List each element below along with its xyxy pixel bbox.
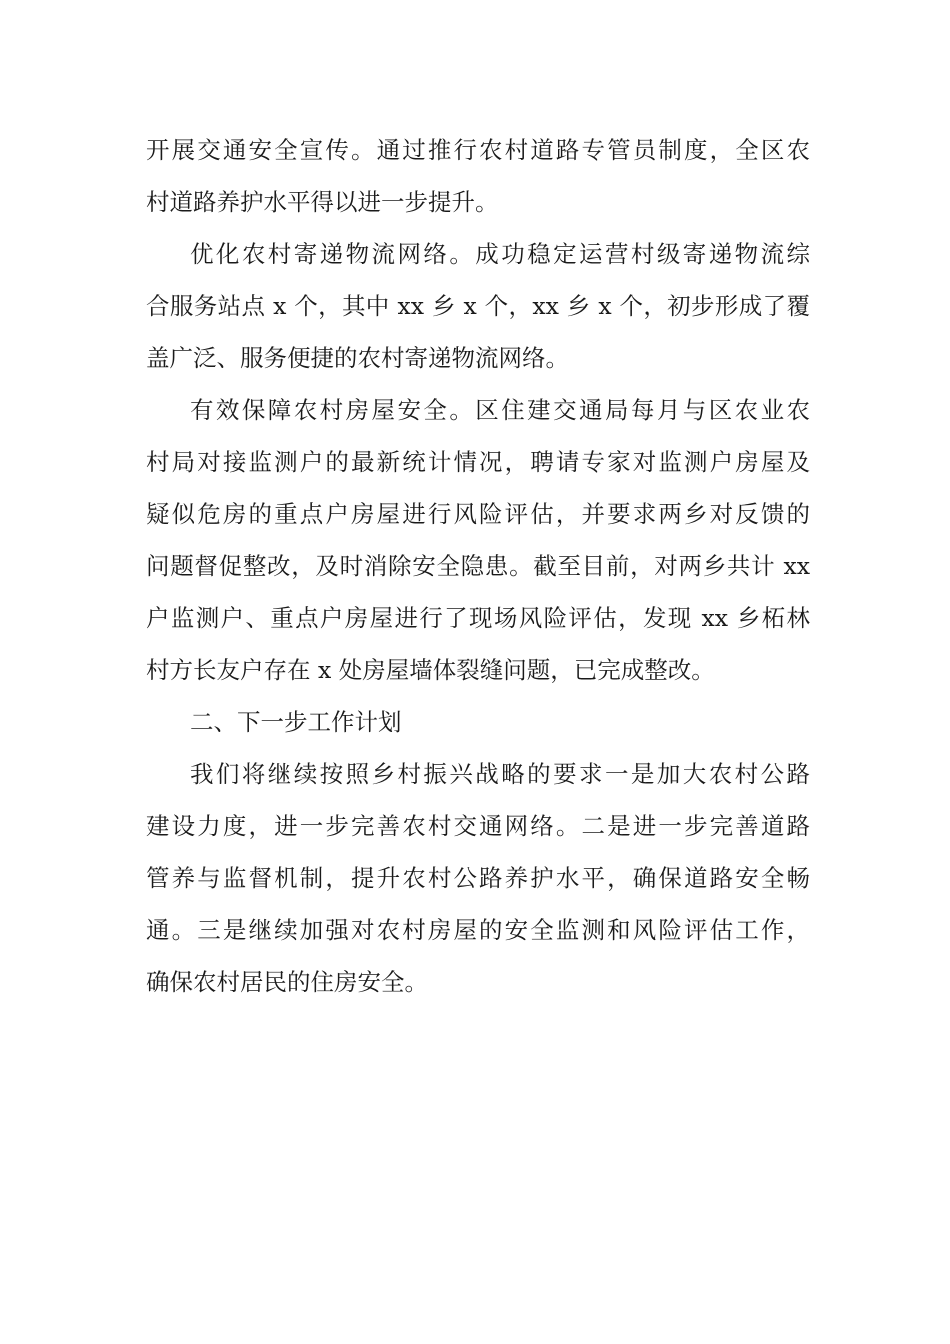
paragraph-road-safety-continuation: [146, 124, 810, 228]
text-line: 有效保障农村房屋安全。区住建交通局每月与区农业农: [190, 396, 810, 424]
text-line: 问题督促整改，及时消除安全隐患。截至目前，对两乡共计 xx: [146, 552, 810, 580]
text-line: 管养与监督机制，提升农村公路养护水平，确保道路安全畅: [146, 864, 810, 892]
text-line: 村局对接监测户的最新统计情况，聘请专家对监测户房屋及: [146, 448, 810, 476]
text-line: 建设力度，进一步完善农村交通网络。二是进一步完善道路: [146, 812, 810, 840]
text-line: 疑似危房的重点户房屋进行风险评估，并要求两乡对反馈的: [146, 500, 810, 528]
text-line: 合服务站点 x 个，其中 xx 乡 x 个，xx 乡 x 个，初步形成了覆: [146, 292, 810, 320]
section-heading: 二、下一步工作计划: [190, 708, 402, 736]
text-line: 通。三是继续加强对农村房屋的安全监测和风险评估工作，: [146, 916, 810, 944]
text-line: 确保农村居民的住房安全。: [146, 968, 428, 996]
paragraph-rural-logistics: [146, 228, 810, 384]
text-line: 开展交通安全宣传。通过推行农村道路专管员制度，全区农: [146, 136, 810, 164]
text-line: 户监测户、重点户房屋进行了现场风险评估，发现 xx 乡柘林: [146, 604, 810, 632]
text-line: 盖广泛、服务便捷的农村寄递物流网络。: [146, 344, 569, 372]
document-body: [146, 124, 810, 1008]
paragraph-work-plan: [146, 748, 810, 1008]
section-heading-next-steps: [146, 696, 810, 748]
text-line: 村方长友户存在 x 处房屋墙体裂缝问题，已完成整改。: [146, 656, 715, 684]
text-line: 村道路养护水平得以进一步提升。: [146, 188, 499, 216]
text-line: 优化农村寄递物流网络。成功稳定运营村级寄递物流综: [190, 240, 810, 268]
text-line: 我们将继续按照乡村振兴战略的要求一是加大农村公路: [190, 760, 810, 788]
paragraph-housing-safety: [146, 384, 810, 696]
